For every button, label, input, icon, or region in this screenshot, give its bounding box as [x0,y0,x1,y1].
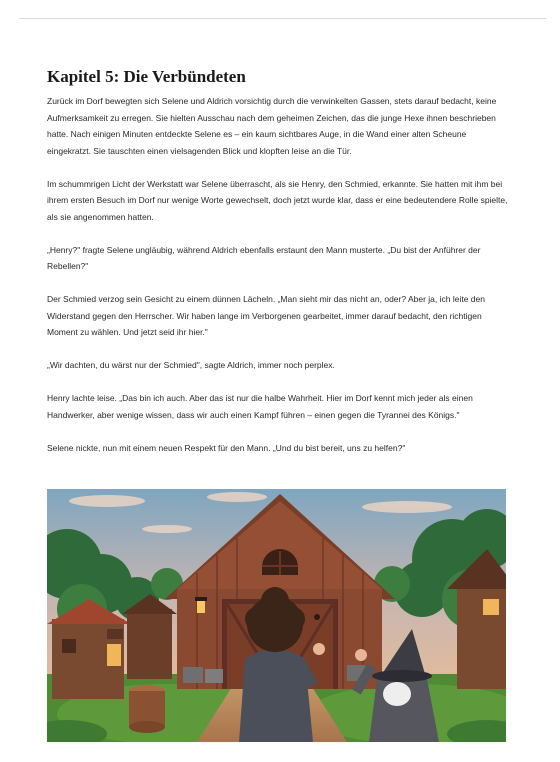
paragraph: Henry lachte leise. „Das bin ich auch. Aber das ist nur die halbe Wahrheit. Hier im Dorf kennt mich jeder als einen Handwerker, aber wenige wissen, dass wir auch einen Kampf führen – einen gegen die Tyrannei des Königs." [47,393,473,420]
paragraph: Der Schmied verzog sein Gesicht zu einem dünnen Lächeln. „Man sieht mir das nicht an, oder? Aber ja, ich leite den Widerstand gegen den Herrscher. Wir haben lange im Verborgenen gearbeitet, immer darauf bedacht, den richtigen Moment zu wählen. Und jetzt seid ihr hier." [47,294,485,337]
paragraph: „Wir dachten, du wärst nur der Schmied", sagte Aldrich, immer noch perplex. [47,360,335,370]
paragraph: Zurück im Dorf bewegten sich Selene und Aldrich vorsichtig durch die verwinkelten Gassen, stets darauf bedacht, keine Aufmerksamkeit zu erregen. Sie hielten Ausschau nach dem geheimen Zeichen, das die junge Hexe ihnen beschrieben hatte. Nach einigen Minuten entdeckte Selene es – ein kaum sichtbares Auge, in die Wand einer alten Scheune eingekratzt. Sie tauschten einen vielsagenden Blick und klopften leise an die Tür. [47,96,497,156]
paragraph: „Henry?" fragte Selene ungläubig, während Aldrich ebenfalls erstaunt den Mann musterte. „Du bist der Anführer der Rebellen?" [47,244,481,271]
barrel [129,685,165,733]
chapter-title: Kapitel 5: Die Verbündeten [47,67,246,86]
paragraph: Im schummrigen Licht der Werkstatt war Selene überrascht, als sie Henry, den Schmied, erkannte. Sie hatten mit ihm bei ihrem ersten Besuch im Dorf nur wenige Worte gewechselt, doch jetzt wurde klar, dass er eine bedeutendere Rolle spielte, als sie angenommen hatten. [47,178,508,222]
top-divider [19,18,546,19]
barn-illustration [47,489,506,742]
eye-symbol [314,614,320,620]
paragraph: Selene nickte, nun mit einem neuen Respekt für den Mann. „Und du bist bereit, uns zu helfen?" [47,442,406,453]
chapter-article [47,66,512,473]
